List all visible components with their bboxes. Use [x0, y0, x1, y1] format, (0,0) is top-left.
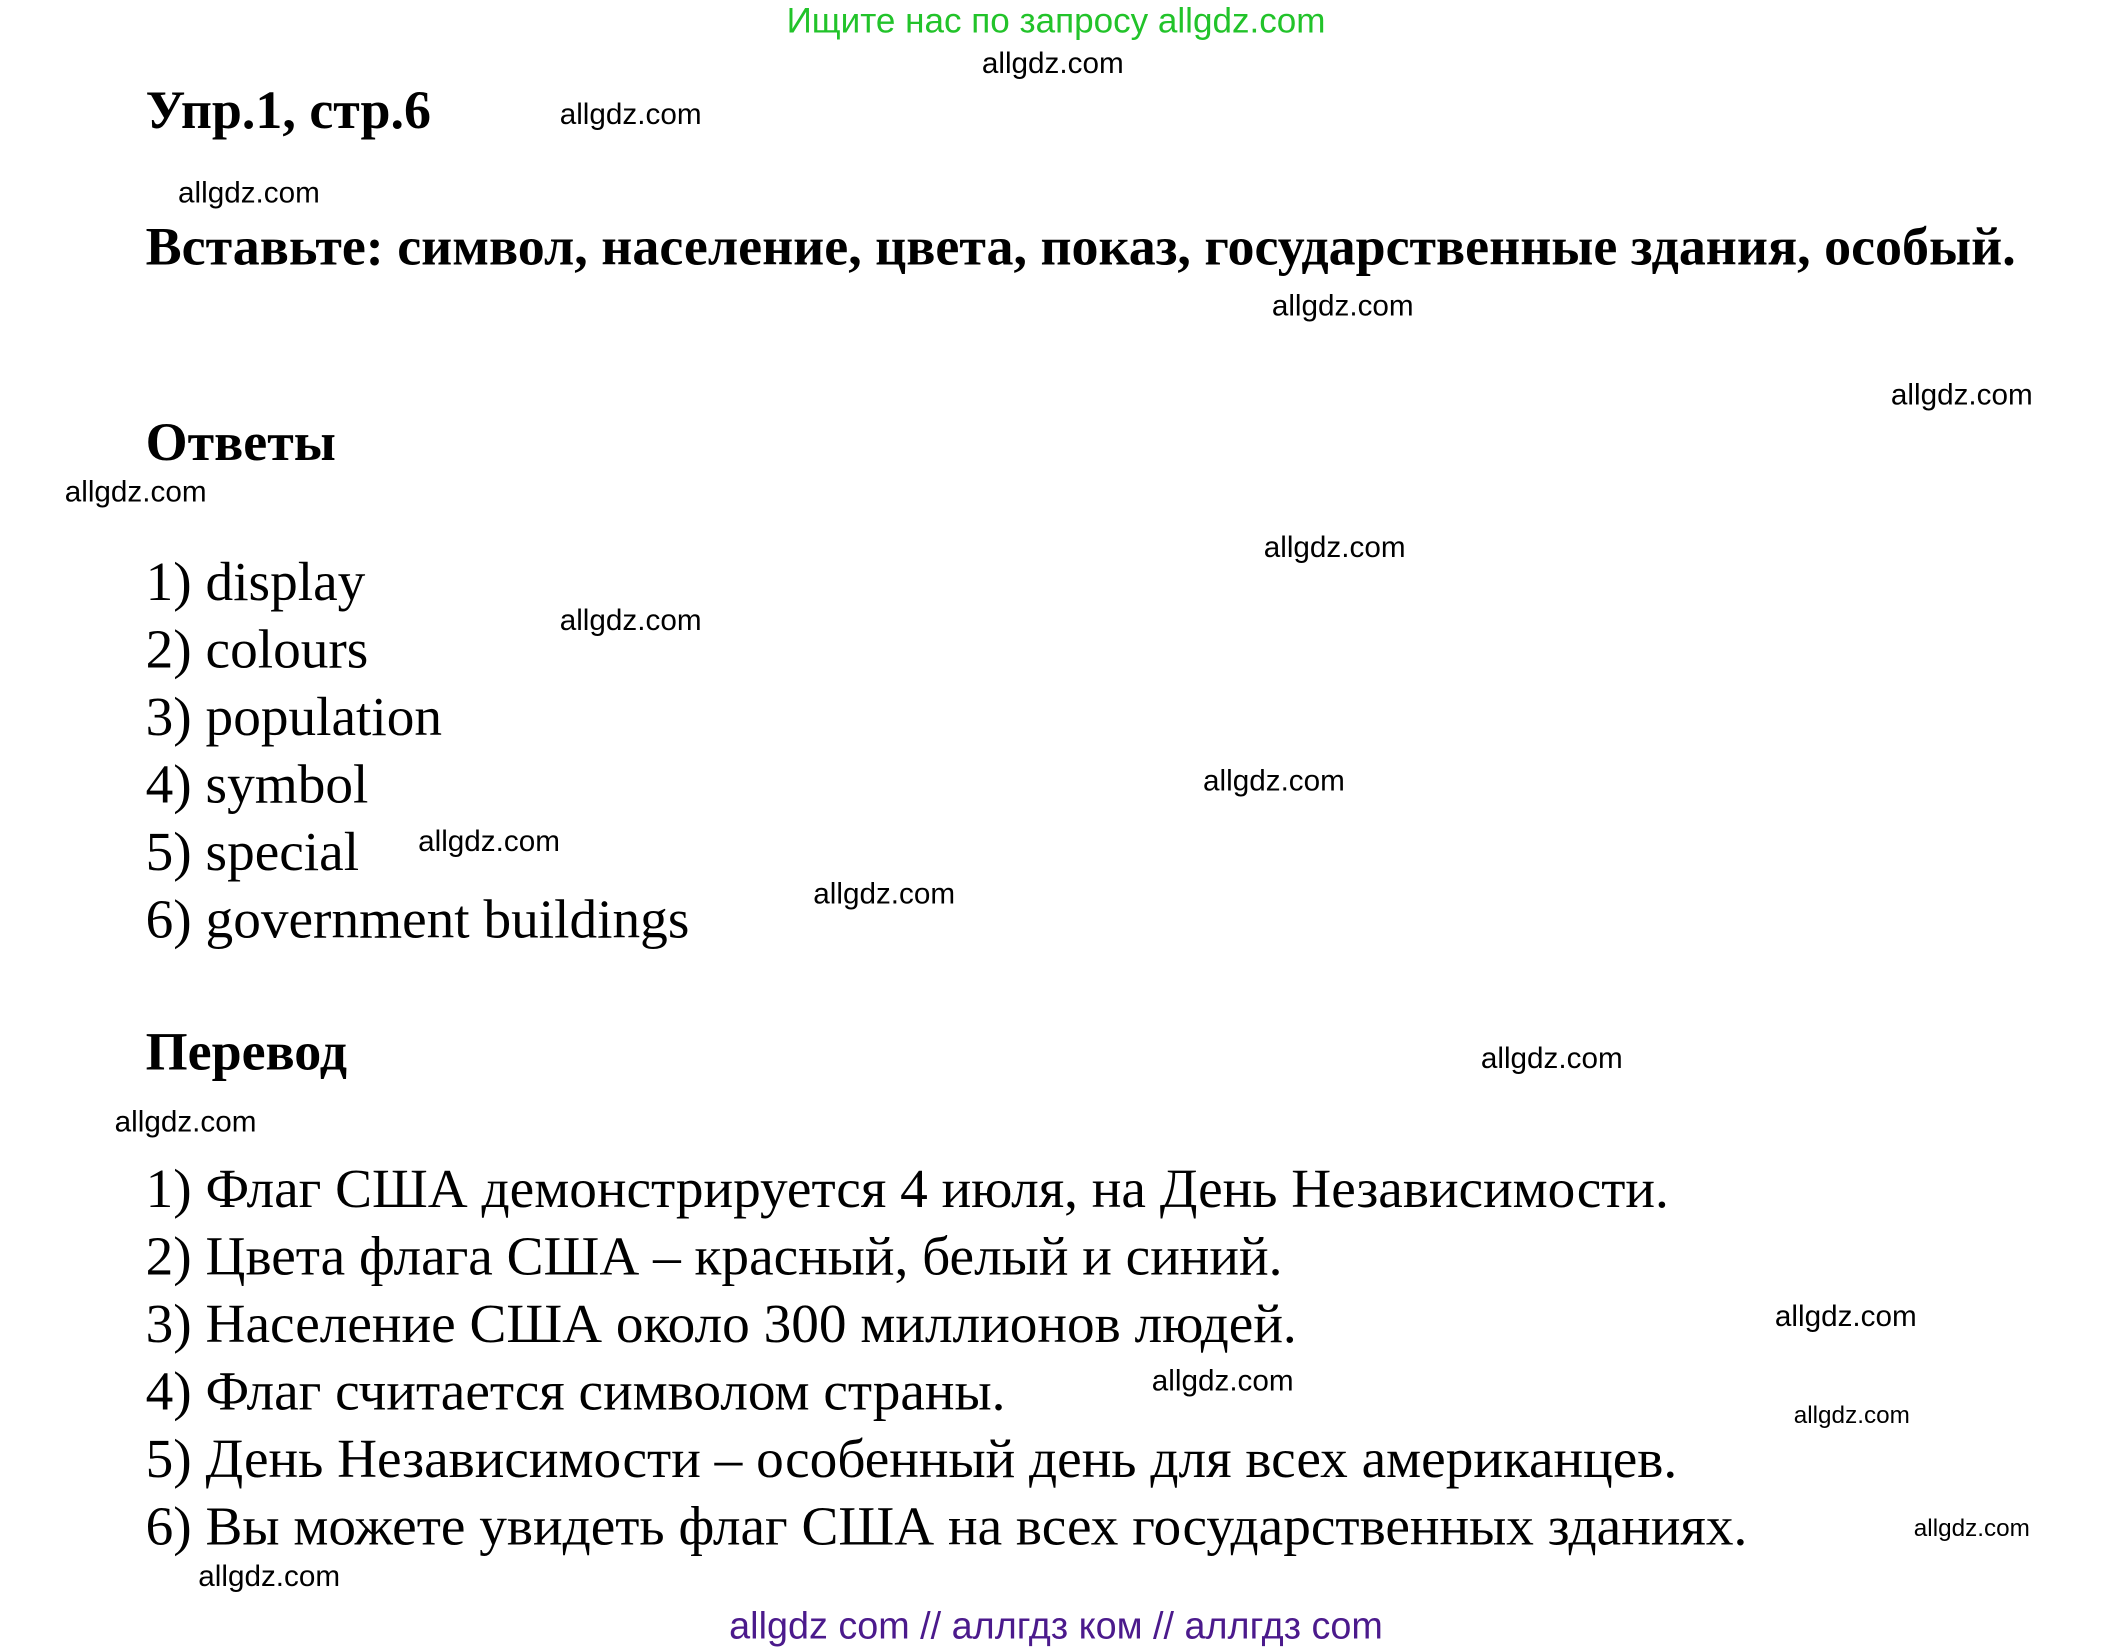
list-item: 4) Флаг считается символом страны. [145, 1359, 1006, 1422]
watermark: allgdz.com [1480, 1041, 1623, 1075]
watermark: allgdz.com [1271, 288, 1414, 323]
watermark: allgdz.com [1793, 1401, 1910, 1429]
list-item: 3) Население США около 300 миллионов людей. [145, 1292, 1297, 1355]
list-item: 2) colours [145, 617, 369, 680]
watermark: allgdz.com [64, 474, 207, 509]
translation-list [145, 1157, 1748, 1565]
instruction-text: Вставьте: символ, население, цвета, показ, государственные здания, особый. [145, 215, 2016, 277]
list-item: 6) Вы можете увидеть флаг США на всех государственных зданиях. [145, 1494, 1748, 1557]
list-item: 3) population [145, 685, 443, 748]
list-item: 1) display [145, 550, 366, 613]
watermark: allgdz.com [559, 602, 702, 637]
watermark: allgdz.com [1913, 1514, 2030, 1542]
watermark: allgdz.com [178, 175, 320, 210]
answers-heading: Ответы [145, 411, 336, 473]
translation-heading: Перевод [145, 1020, 347, 1082]
watermark: allgdz.com [1203, 763, 1345, 798]
watermark: allgdz.com [418, 824, 560, 858]
footer-links[interactable]: allgdz com // аллгдз ком // аллгдз com [729, 1604, 1383, 1647]
list-item: 6) government buildings [145, 887, 690, 950]
watermark: allgdz.com [1774, 1298, 1917, 1333]
list-item: 5) special [145, 820, 360, 883]
list-item: 1) Флаг США демонстрируется 4 июля, на День Независимости. [145, 1157, 1669, 1220]
watermark: allgdz.com [981, 45, 1124, 80]
watermark: allgdz.com [1890, 377, 2033, 412]
exercise-title: Упр.1, стр.6 [145, 79, 431, 141]
watermark: allgdz.com [114, 1104, 257, 1139]
watermark: allgdz.com [813, 876, 956, 911]
list-item: 2) Цвета флага США – красный, белый и синий. [145, 1224, 1283, 1287]
watermark: allgdz.com [559, 97, 702, 131]
watermark: allgdz.com [1151, 1363, 1294, 1398]
watermark: allgdz.com [1263, 530, 1406, 564]
list-item: 4) symbol [145, 752, 369, 815]
watermark: allgdz.com [198, 1559, 341, 1593]
list-item: 5) День Независимости – особенный день для всех американцев. [145, 1426, 1678, 1489]
promo-banner[interactable]: Ищите нас по запросу allgdz.com [786, 0, 1326, 41]
